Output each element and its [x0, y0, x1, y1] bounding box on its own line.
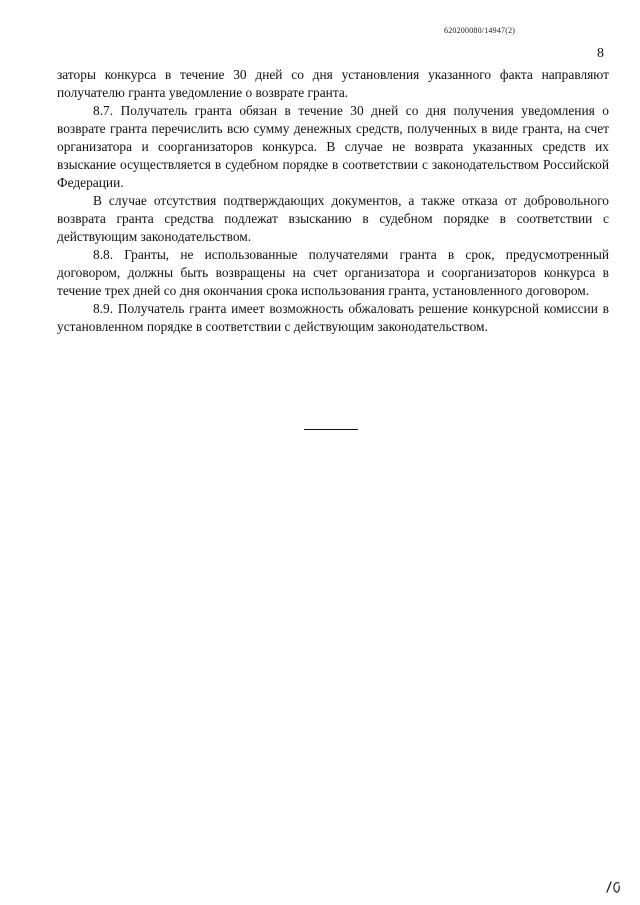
document-body [57, 66, 609, 336]
paragraph-8-7: 8.7. Получатель гранта обязан в течение 30 дней со дня получения уведомления о возврате гранта перечислить всю сумму денежных средств, полученных в виде гранта, на счет организатора и соорганизаторов конкурса. В случае не возврата указанных средств их взыскание осуществляется в судебном порядке в соответствии с законодательством Российской Федерации. [57, 103, 609, 190]
paragraph-continuation: заторы конкурса в течение 30 дней со дня установления указанного факта направляют получателю гранта уведомление о возврате гранта. [57, 67, 609, 100]
document-code: 620200080/14947(2) [444, 26, 516, 35]
handwritten-page-mark [604, 880, 622, 894]
end-divider [304, 429, 358, 430]
paragraph-8-8: 8.8. Гранты, не использованные получателями гранта в срок, предусмотренный договором, должны быть возвращены на счет организатора и соорганизаторов конкурса в течение трех дней со дня окончания срока использования гранта, установленного договором. [57, 247, 609, 298]
paragraph-8-9: 8.9. Получатель гранта имеет возможность обжаловать решение конкурсной комиссии в установленном порядке в соответствии с действующим законодательством. [57, 301, 609, 334]
page-number: 8 [597, 46, 604, 61]
paragraph-no-documents: В случае отсутствия подтверждающих документов, а также отказа от добровольного возврата гранта средства подлежат взысканию в судебном порядке в соответствии с действующим законодательством. [57, 193, 609, 244]
